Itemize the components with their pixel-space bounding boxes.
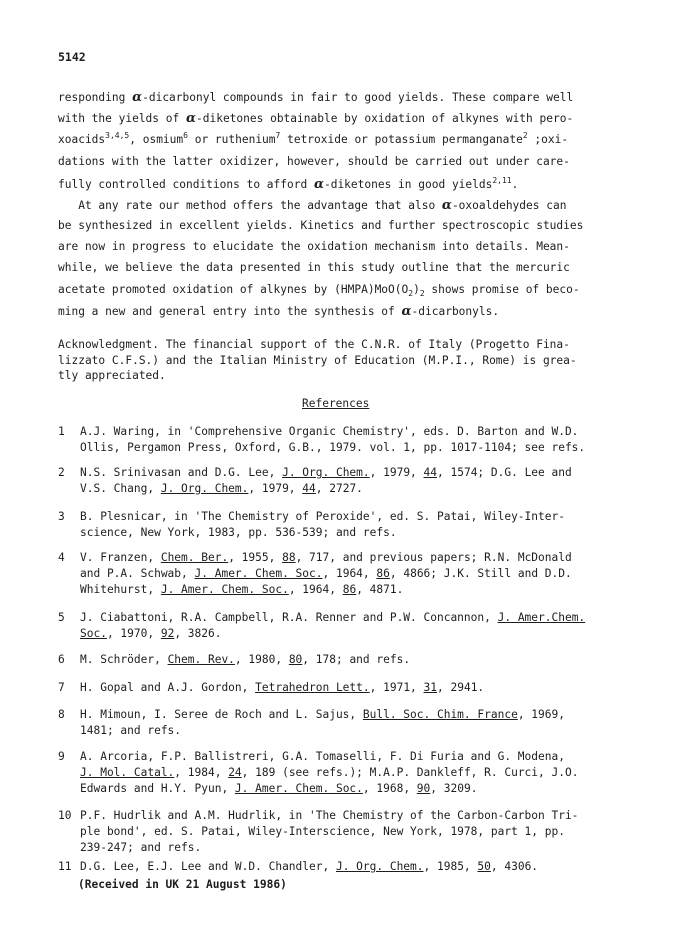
reference-8-cont: 1481; and refs.: [80, 724, 182, 737]
reference-2: 2 N.S. Srinivasan and D.G. Lee, J. Org. Chem., 1979, 44, 1574; D.G. Lee and: [58, 466, 572, 479]
received-date: (Received in UK 21 August 1986): [78, 878, 287, 891]
reference-10: 10 P.F. Hudrlik and A.M. Hudrlik, in 'The Chemistry of the Carbon-Carbon Tri-: [58, 809, 579, 822]
reference-9: 9 A. Arcoria, F.P. Ballistreri, G.A. Tomaselli, F. Di Furia and G. Modena,: [58, 750, 565, 763]
acknowledgment-line: lizzato C.F.S.) and the Italian Ministry of Education (M.P.I., Rome) is grea-: [58, 354, 577, 367]
reference-4: 4 V. Franzen, Chem. Ber., 1955, 88, 717, and previous papers; R.N. McDonald: [58, 551, 572, 564]
reference-3: 3 B. Plesnicar, in 'The Chemistry of Peroxide', ed. S. Patai, Wiley-Inter-: [58, 510, 565, 523]
acknowledgment-line: tly appreciated.: [58, 369, 166, 382]
reference-5: 5 J. Ciabattoni, R.A. Campbell, R.A. Renner and P.W. Concannon, J. Amer.Chem.: [58, 611, 586, 624]
body-text-line: be synthesized in excellent yields. Kinetics and further spectroscopic studies: [58, 219, 584, 232]
body-text-line: At any rate our method offers the advantage that also α-oxoaldehydes can: [58, 198, 567, 213]
acknowledgment-line: Acknowledgment. The financial support of the C.N.R. of Italy (Progetto Fina-: [58, 338, 570, 351]
reference-5-cont: Soc., 1970, 92, 3826.: [80, 627, 222, 640]
body-text-line: ming a new and general entry into the synthesis of α-dicarbonyls.: [58, 304, 500, 319]
reference-3-cont: science, New York, 1983, pp. 536-539; and refs.: [80, 526, 397, 539]
reference-4-cont: and P.A. Schwab, J. Amer. Chem. Soc., 1964, 86, 4866; J.K. Still and D.D.: [80, 567, 572, 580]
body-text-line: are now in progress to elucidate the oxidation mechanism into details. Mean-: [58, 240, 570, 253]
reference-1-cont: Ollis, Pergamon Press, Oxford, G.B., 1979. vol. 1, pp. 1017-1104; see refs.: [80, 441, 586, 454]
reference-10-cont: ple bond', ed. S. Patai, Wiley-Interscience, New York, 1978, part 1, pp.: [80, 825, 565, 838]
reference-1: 1 A.J. Waring, in 'Comprehensive Organic Chemistry', eds. D. Barton and W.D.: [58, 425, 579, 438]
reference-9-cont: J. Mol. Catal., 1984, 24, 189 (see refs.); M.A.P. Dankleff, R. Curci, J.O.: [80, 766, 579, 779]
reference-6: 6 M. Schröder, Chem. Rev., 1980, 80, 178; and refs.: [58, 653, 411, 666]
body-text-line: acetate promoted oxidation of alkynes by $(HMPA)MoO(O_2)_2$ shows promise of beco-: [58, 283, 580, 298]
page-number: 5142: [58, 50, 86, 64]
reference-4-cont: Whitehurst, J. Amer. Chem. Soc., 1964, 86, 4871.: [80, 583, 404, 596]
reference-7: 7 H. Gopal and A.J. Gordon, Tetrahedron Lett., 1971, 31, 2941.: [58, 681, 485, 694]
reference-10-cont: 239-247; and refs.: [80, 841, 202, 854]
reference-11: 11 D.G. Lee, E.J. Lee and W.D. Chandler, J. Org. Chem., 1985, 50, 4306.: [58, 860, 539, 873]
reference-2-cont: V.S. Chang, J. Org. Chem., 1979, 44, 2727.: [80, 482, 363, 495]
body-text-line: responding α-dicarbonyl compounds in fair to good yields. These compare well: [58, 90, 574, 105]
reference-9-cont: Edwards and H.Y. Pyun, J. Amer. Chem. Soc., 1968, 90, 3209.: [80, 782, 478, 795]
body-text-line: while, we believe the data presented in this study outline that the mercuric: [58, 261, 570, 274]
body-text-line: dations with the latter oxidizer, however, should be carried out under care-: [58, 155, 570, 168]
reference-8: 8 H. Mimoun, I. Seree de Roch and L. Sajus, Bull. Soc. Chim. France, 1969,: [58, 708, 565, 721]
body-text-line: xoacids$^{3,4,5}$, osmium$^6$ or ruthenium$^7$ tetroxide or potassium permanganate$^2$ ;oxi-: [58, 131, 569, 146]
references-heading: References: [302, 397, 370, 410]
body-text-line: fully controlled conditions to afford α-diketones in good yields$^{2,11}$.: [58, 176, 519, 192]
body-text-line: with the yields of α-diketones obtainable by oxidation of alkynes with pero-: [58, 111, 574, 126]
